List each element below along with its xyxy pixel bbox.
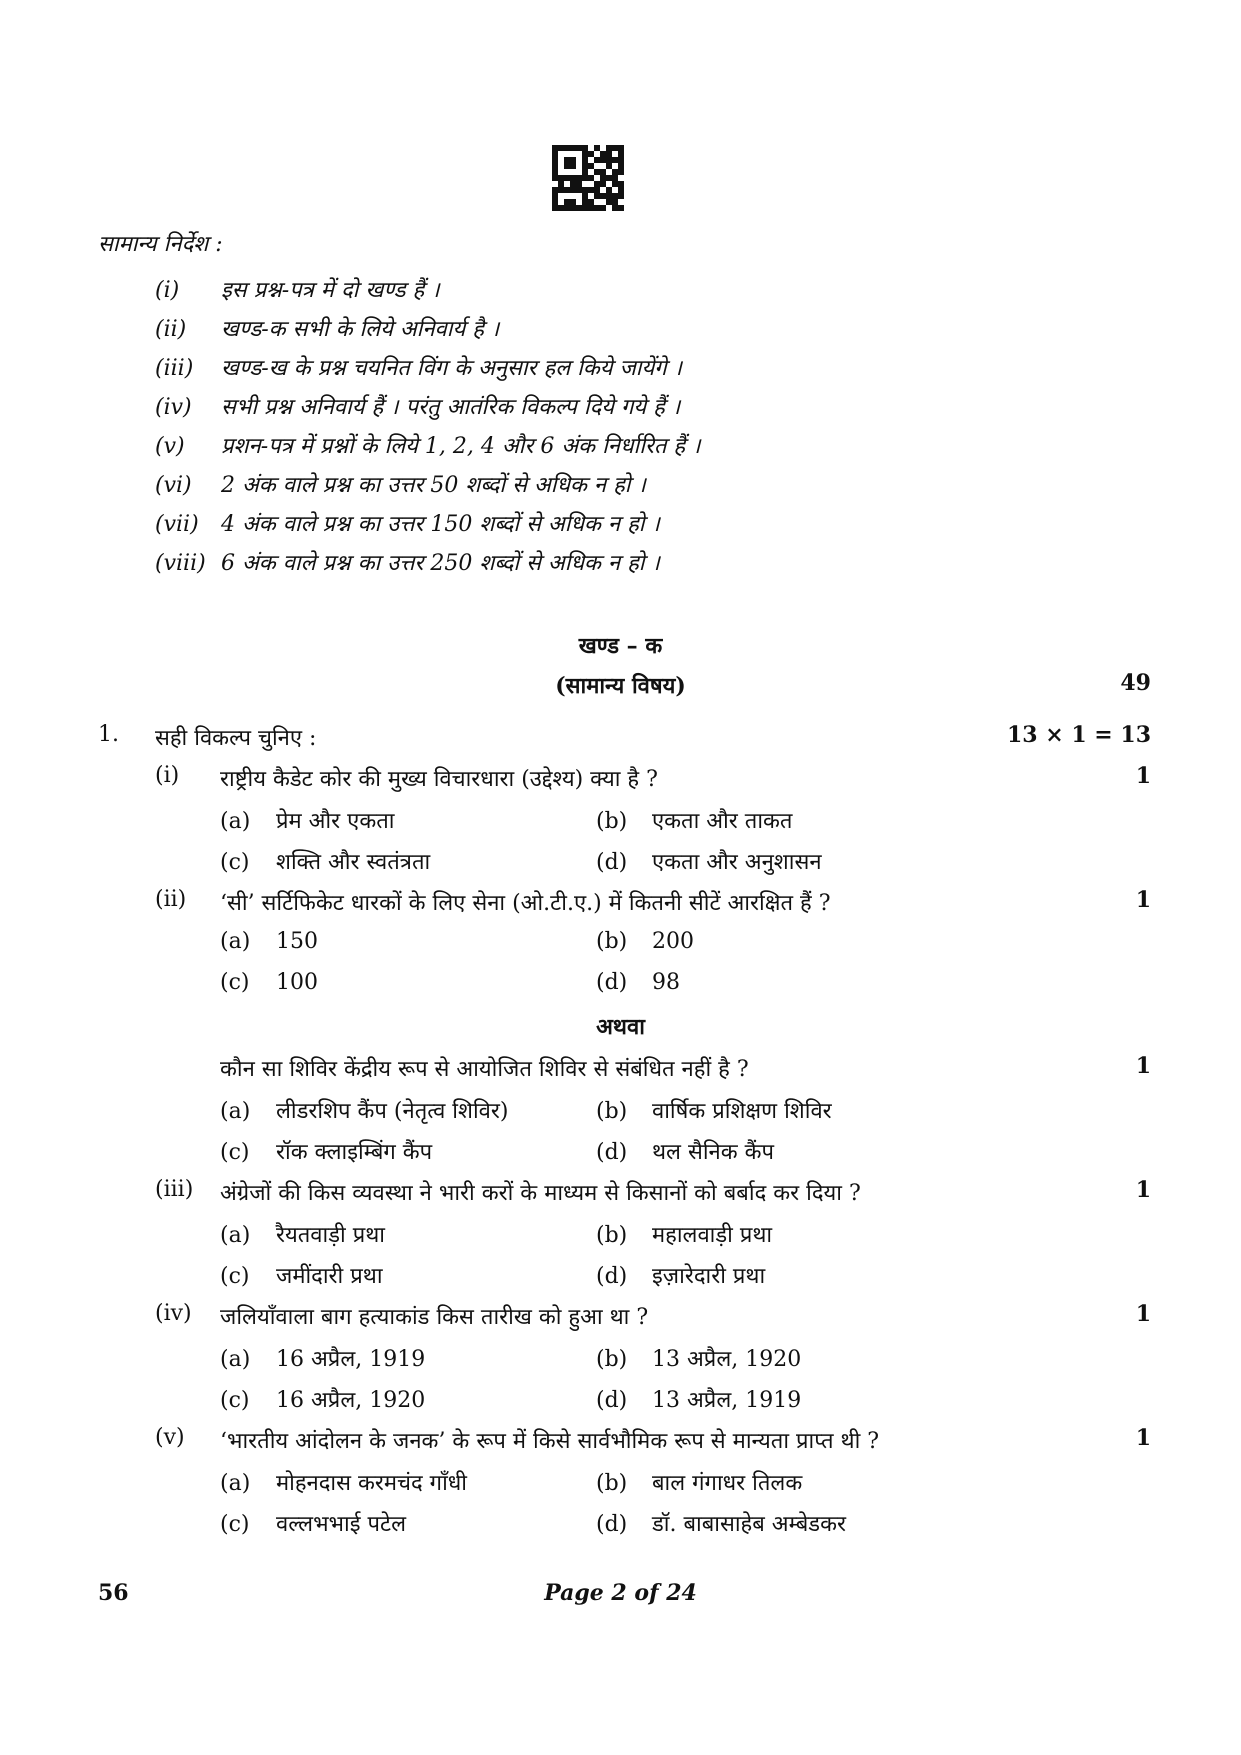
instruction-text: सभी प्रश्न अनिवार्य हैं । परंतु आतंरिक विकल्प दिये गये हैं । bbox=[221, 395, 681, 420]
option-text: 16 अप्रैल, 1920 bbox=[276, 1388, 426, 1413]
option bbox=[596, 846, 822, 876]
instruction-text: इस प्रश्न-पत्र में दो खण्ड हैं । bbox=[221, 278, 440, 303]
option bbox=[220, 970, 318, 995]
option-label: (a) bbox=[220, 809, 251, 834]
instruction-item bbox=[155, 274, 440, 304]
option-label: (b) bbox=[596, 1223, 628, 1248]
option-text: बाल गंगाधर तिलक bbox=[652, 1471, 803, 1496]
option-label: (c) bbox=[220, 970, 250, 995]
option-label: (b) bbox=[596, 1099, 628, 1124]
option-label: (c) bbox=[220, 1512, 250, 1537]
subquestion-number: (iii) bbox=[155, 1177, 194, 1202]
instruction-text: खण्ड-ख के प्रश्न चयनित विंग के अनुसार हल किये जायेंगे । bbox=[221, 356, 682, 381]
subquestion-number: (iv) bbox=[155, 1301, 192, 1326]
instructions-title: सामान्य निर्देश : bbox=[98, 232, 223, 257]
subquestion-marks: 1 bbox=[1135, 763, 1151, 789]
option-text: थल सैनिक कैंप bbox=[652, 1140, 775, 1165]
instruction-item bbox=[155, 391, 680, 421]
option-text: वल्लभभाई पटेल bbox=[276, 1512, 406, 1537]
option-text: लीडरशिप कैंप (नेतृत्व शिविर) bbox=[276, 1099, 509, 1124]
option-label: (d) bbox=[596, 1140, 628, 1165]
instruction-text: खण्ड-क सभी के लिये अनिवार्य है । bbox=[221, 317, 500, 342]
subquestion-text: जलियाँवाला बाग हत्याकांड किस तारीख को हुआ था ? bbox=[220, 1305, 649, 1330]
option-label: (d) bbox=[596, 970, 628, 995]
subquestion-text: राष्ट्रीय कैडेट कोर की मुख्य विचारधारा (उद्देश्य) क्या है ? bbox=[220, 767, 658, 792]
option-label: (a) bbox=[220, 1223, 251, 1248]
option-text: महालवाड़ी प्रथा bbox=[652, 1223, 773, 1248]
instruction-item bbox=[155, 313, 499, 343]
paper-code: 56 bbox=[98, 1580, 129, 1606]
instruction-number: (v) bbox=[155, 434, 185, 459]
option bbox=[220, 1219, 385, 1249]
option-label: (b) bbox=[596, 809, 628, 834]
option bbox=[220, 929, 318, 954]
subquestion-text: कौन सा शिविर केंद्रीय रूप से आयोजित शिविर से संबंधित नहीं है ? bbox=[220, 1057, 749, 1082]
option bbox=[220, 805, 394, 835]
option bbox=[596, 970, 680, 995]
section-marks: 49 bbox=[1120, 670, 1151, 696]
question-text: सही विकल्प चुनिए : bbox=[155, 726, 317, 751]
instruction-number: (viii) bbox=[155, 551, 206, 576]
option bbox=[596, 805, 792, 835]
option bbox=[220, 1260, 383, 1290]
question-marks: 13 × 1 = 13 bbox=[1006, 722, 1151, 748]
or-separator: अथवा bbox=[596, 1014, 645, 1040]
instruction-text: प्रशन-पत्र में प्रश्नों के लिये 1, 2, 4 और 6 अंक निर्धारित हैं । bbox=[221, 434, 701, 459]
subquestion-text: अंग्रेजों की किस व्यवस्था ने भारी करों के माध्यम से किसानों को बर्बाद कर दिया ? bbox=[220, 1181, 861, 1206]
option bbox=[596, 1508, 846, 1538]
instruction-number: (i) bbox=[155, 278, 180, 303]
instruction-number: (iii) bbox=[155, 356, 194, 381]
subquestion-marks: 1 bbox=[1135, 1301, 1151, 1327]
subquestion-number: (v) bbox=[155, 1425, 185, 1450]
subquestion-marks: 1 bbox=[1135, 1053, 1151, 1079]
option-label: (d) bbox=[596, 1264, 628, 1289]
option-label: (a) bbox=[220, 1471, 251, 1496]
option-label: (d) bbox=[596, 1512, 628, 1537]
option-text: मोहनदास करमचंद गाँधी bbox=[276, 1471, 467, 1496]
instruction-text: 6 अंक वाले प्रश्न का उत्तर 250 शब्दों से अधिक न हो । bbox=[221, 551, 660, 576]
option bbox=[220, 1467, 467, 1497]
option-label: (a) bbox=[220, 1099, 251, 1124]
section-subtitle: (सामान्य विषय) bbox=[555, 673, 686, 699]
option-text: एकता और ताकत bbox=[652, 809, 793, 834]
option-text: एकता और अनुशासन bbox=[652, 850, 822, 875]
option bbox=[220, 1384, 425, 1414]
option bbox=[220, 1343, 425, 1373]
option-label: (b) bbox=[596, 1471, 628, 1496]
option bbox=[596, 1260, 765, 1290]
option-label: (c) bbox=[220, 1388, 250, 1413]
option bbox=[596, 929, 694, 954]
instruction-number: (ii) bbox=[155, 317, 187, 342]
option-label: (d) bbox=[596, 850, 628, 875]
option-text: डॉ. बाबासाहेब अम्बेडकर bbox=[652, 1512, 846, 1537]
subquestion-marks: 1 bbox=[1135, 1177, 1151, 1203]
subquestion-text: ‘भारतीय आंदोलन के जनक’ के रूप में किसे सार्वभौमिक रूप से मान्यता प्राप्त थी ? bbox=[220, 1429, 880, 1454]
page-number: Page 2 of 24 bbox=[544, 1580, 697, 1606]
instruction-number: (vi) bbox=[155, 473, 192, 498]
instruction-text: 2 अंक वाले प्रश्न का उत्तर 50 शब्दों से अधिक न हो । bbox=[221, 473, 646, 498]
question-number: 1. bbox=[98, 722, 119, 747]
option-label: (c) bbox=[220, 1140, 250, 1165]
option-text: 16 अप्रैल, 1919 bbox=[276, 1347, 426, 1372]
option-label: (c) bbox=[220, 850, 250, 875]
option-text: जमींदारी प्रथा bbox=[276, 1264, 383, 1289]
option-text: रैयतवाड़ी प्रथा bbox=[276, 1223, 385, 1248]
instruction-item bbox=[155, 352, 682, 382]
option-text: रॉक क्लाइम्बिंग कैंप bbox=[276, 1140, 433, 1165]
option-text: शक्ति और स्वतंत्रता bbox=[276, 850, 431, 875]
option-text: 13 अप्रैल, 1919 bbox=[652, 1388, 802, 1413]
instruction-item bbox=[155, 469, 646, 499]
option bbox=[220, 1136, 432, 1166]
instruction-number: (iv) bbox=[155, 395, 192, 420]
option-text: 100 bbox=[276, 970, 318, 995]
instruction-number: (vii) bbox=[155, 512, 199, 537]
option-label: (b) bbox=[596, 929, 628, 954]
option bbox=[596, 1219, 772, 1249]
option-text: इज़ारेदारी प्रथा bbox=[652, 1264, 766, 1289]
option-label: (a) bbox=[220, 1347, 251, 1372]
option bbox=[596, 1467, 802, 1497]
option bbox=[596, 1136, 774, 1166]
option-label: (c) bbox=[220, 1264, 250, 1289]
instruction-item bbox=[155, 508, 660, 538]
subquestion-number: (i) bbox=[155, 763, 180, 788]
option-label: (a) bbox=[220, 929, 251, 954]
option bbox=[220, 1508, 406, 1538]
subquestion-text: ‘सी’ सर्टिफिकेट धारकों के लिए सेना (ओ.टी.ए.) में कितनी सीटें आरक्षित हैं ? bbox=[220, 891, 831, 916]
option bbox=[220, 846, 430, 876]
option-text: 98 bbox=[652, 970, 680, 995]
subquestion-number: (ii) bbox=[155, 887, 187, 912]
option-label: (d) bbox=[596, 1388, 628, 1413]
option-text: 200 bbox=[652, 929, 694, 954]
instruction-item bbox=[155, 547, 660, 577]
qr-code bbox=[552, 145, 624, 213]
instruction-item bbox=[155, 430, 700, 460]
option-text: 13 अप्रैल, 1920 bbox=[652, 1347, 802, 1372]
option-text: वार्षिक प्रशिक्षण शिविर bbox=[652, 1099, 832, 1124]
subquestion-marks: 1 bbox=[1135, 887, 1151, 913]
option-text: प्रेम और एकता bbox=[276, 809, 395, 834]
option bbox=[596, 1343, 801, 1373]
option-label: (b) bbox=[596, 1347, 628, 1372]
instruction-text: 4 अंक वाले प्रश्न का उत्तर 150 शब्दों से अधिक न हो । bbox=[221, 512, 660, 537]
option bbox=[596, 1384, 801, 1414]
section-title: खण्ड – क bbox=[578, 633, 663, 659]
option bbox=[596, 1095, 832, 1125]
option bbox=[220, 1095, 508, 1125]
option-text: 150 bbox=[276, 929, 318, 954]
subquestion-marks: 1 bbox=[1135, 1425, 1151, 1451]
